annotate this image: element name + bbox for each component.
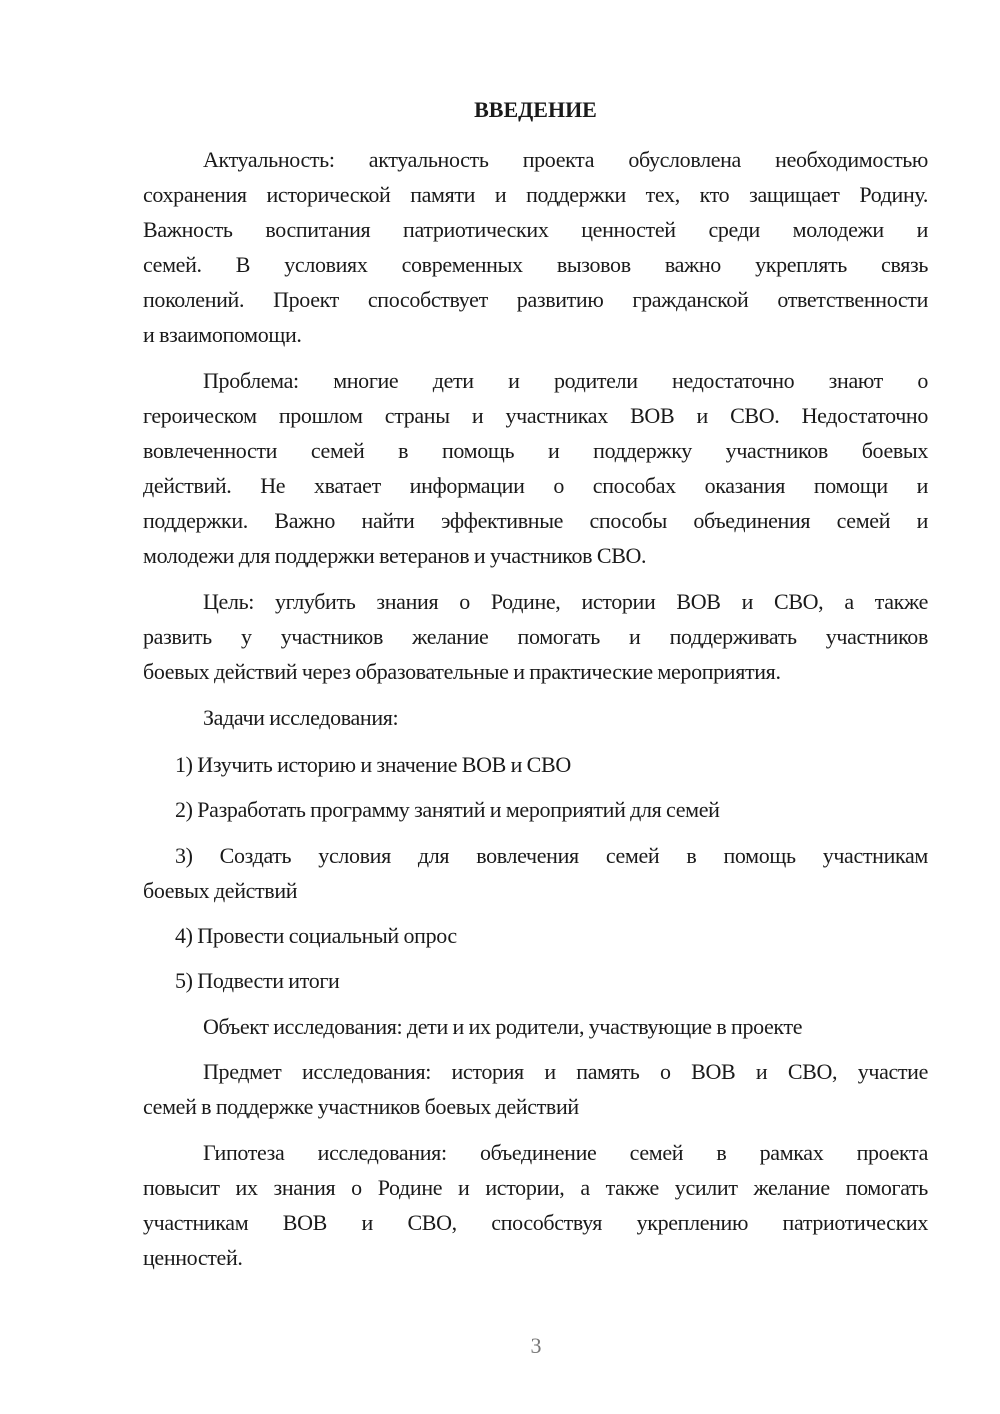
text-line: повысит их знания о Родине и истории, а также усилит желание помогать (143, 1175, 928, 1200)
text-line: Гипотеза исследования: объединение семей в рамках проекта (203, 1140, 928, 1165)
text-line: боевых действий через образовательные и практические мероприятия. (143, 659, 781, 684)
paragraph-problem (143, 363, 928, 573)
paragraph-relevance (143, 142, 928, 352)
page-number: 3 (530, 1333, 542, 1358)
text-line: Предмет исследования: история и память о ВОВ и СВО, участие (203, 1059, 928, 1084)
paragraph-hypothesis (143, 1135, 928, 1275)
text-line: поддержки. Важно найти эффективные способы объединения семей и (143, 508, 928, 533)
task-item (143, 792, 928, 827)
text-line: боевых действий (143, 878, 298, 903)
text-line: семей. В условиях современных вызовов важно укреплять связь (143, 252, 928, 277)
text-line: сохранения исторической памяти и поддержки тех, кто защищает Родину. (143, 182, 928, 207)
text-line: развить у участников желание помогать и поддерживать участников (143, 624, 928, 649)
text-line: 2) Разработать программу занятий и мероприятий для семей (175, 797, 720, 822)
tasks-header (143, 700, 928, 735)
text-line: Объект исследования: дети и их родители, участвующие в проекте (203, 1014, 803, 1039)
task-item (143, 838, 928, 908)
task-item (143, 963, 928, 998)
text-line: вовлеченности семей в помощь и поддержку участников боевых (143, 438, 928, 463)
text-line: Важность воспитания патриотических ценностей среди молодежи и (143, 217, 928, 242)
text-line: ценностей. (143, 1245, 243, 1270)
text-line: героическом прошлом страны и участниках ВОВ и СВО. Недостаточно (143, 403, 928, 428)
task-item (143, 747, 928, 782)
text-line: Цель: углубить знания о Родине, истории ВОВ и СВО, а также (203, 589, 928, 614)
paragraph-subject (143, 1054, 928, 1124)
text-line: семей в поддержке участников боевых действий (143, 1094, 579, 1119)
text-line: Актуальность: актуальность проекта обусловлена необходимостью (203, 147, 928, 172)
text-line: и взаимопомощи. (143, 322, 302, 347)
paragraph-object (143, 1009, 928, 1044)
text-line: участникам ВОВ и СВО, способствуя укреплению патриотических (143, 1210, 928, 1235)
text-line: 3) Создать условия для вовлечения семей в помощь участникам (175, 843, 928, 868)
text-line: Проблема: многие дети и родители недостаточно знают о (203, 368, 928, 393)
text-line: поколений. Проект способствует развитию гражданской ответственности (143, 287, 928, 312)
task-item (143, 918, 928, 953)
text-line: 4) Провести социальный опрос (175, 923, 457, 948)
text-line: действий. Не хватает информации о способах оказания помощи и (143, 473, 928, 498)
page-title: ВВЕДЕНИЕ (474, 97, 597, 122)
paragraph-goal (143, 584, 928, 689)
text-line: 1) Изучить историю и значение ВОВ и СВО (175, 752, 571, 777)
text-line: молодежи для поддержки ветеранов и участников СВО. (143, 543, 647, 568)
text-line: Задачи исследования: (203, 705, 399, 730)
text-line: 5) Подвести итоги (175, 968, 340, 993)
